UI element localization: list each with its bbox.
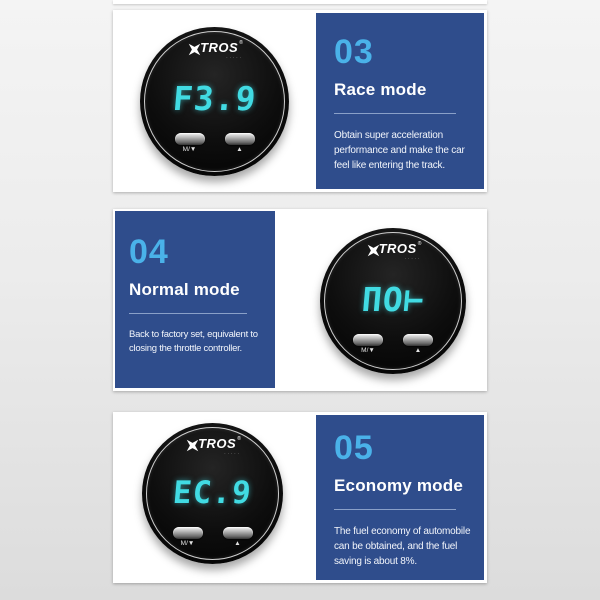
brand-name: TROS [378,241,417,256]
mode-description: The fuel economy of automobile can be obtained, and the fuel saving is about 8%. [334,526,471,567]
segment-display: EC.9 [171,475,254,511]
mode-down-button [353,334,383,346]
divider-line [334,509,456,510]
brand-subtext: ····· [404,256,422,261]
up-button [403,334,433,346]
registered-mark: ® [417,241,422,247]
device-buttons [353,334,433,355]
step-number: 03 [334,33,374,71]
brand-subtext: ····· [224,451,241,456]
up-label: ▲ [414,347,422,354]
mode-down-label: M/▼ [180,540,195,547]
step-number: 05 [334,429,374,467]
brand-subtext: ····· [226,55,243,60]
device-buttons [173,527,253,548]
mode-down-label: M/▼ [182,146,197,153]
star-icon [184,437,201,454]
mode-down-button [173,527,203,539]
mode-title: Economy mode [334,476,463,495]
segment-display: ΠO⊢ [359,280,427,319]
card-race-mode [113,10,487,192]
device-face [320,228,466,374]
card-economy-mode [113,412,487,583]
brand-name: TROS [200,40,239,55]
xtros-logo [184,437,241,456]
throttle-controller-device [320,228,466,374]
mode-description: Back to factory set, equivalent to closing the throttle controller. [129,329,258,355]
brand-name: TROS [198,436,237,451]
xtros-logo [365,242,422,261]
normal-mode-panel [115,211,275,388]
cropped-card-edge [113,0,487,4]
device-face [140,27,289,176]
device-face [142,423,283,564]
step-number: 04 [129,233,169,271]
device-buttons [175,133,255,154]
segment-display: F3.9 [171,79,258,118]
xtros-logo [186,41,243,60]
registered-mark: ® [237,436,241,442]
race-mode-panel [316,13,484,189]
divider-line [129,313,247,314]
mode-title: Normal mode [129,280,240,299]
throttle-controller-device [140,27,289,176]
up-label: ▲ [236,146,243,153]
star-icon [186,41,203,58]
mode-description: Obtain super acceleration performance and make the car feel like entering the track. [334,130,465,171]
mode-title: Race mode [334,80,427,99]
card-normal-mode [113,209,487,391]
registered-mark: ® [239,40,243,46]
up-button [223,527,253,539]
mode-down-label: M/▼ [361,347,375,354]
throttle-controller-device [142,423,283,564]
economy-mode-panel [316,415,484,580]
mode-down-button [175,133,205,145]
up-button [225,133,255,145]
divider-line [334,113,456,114]
up-label: ▲ [234,540,241,547]
star-icon [365,242,382,259]
